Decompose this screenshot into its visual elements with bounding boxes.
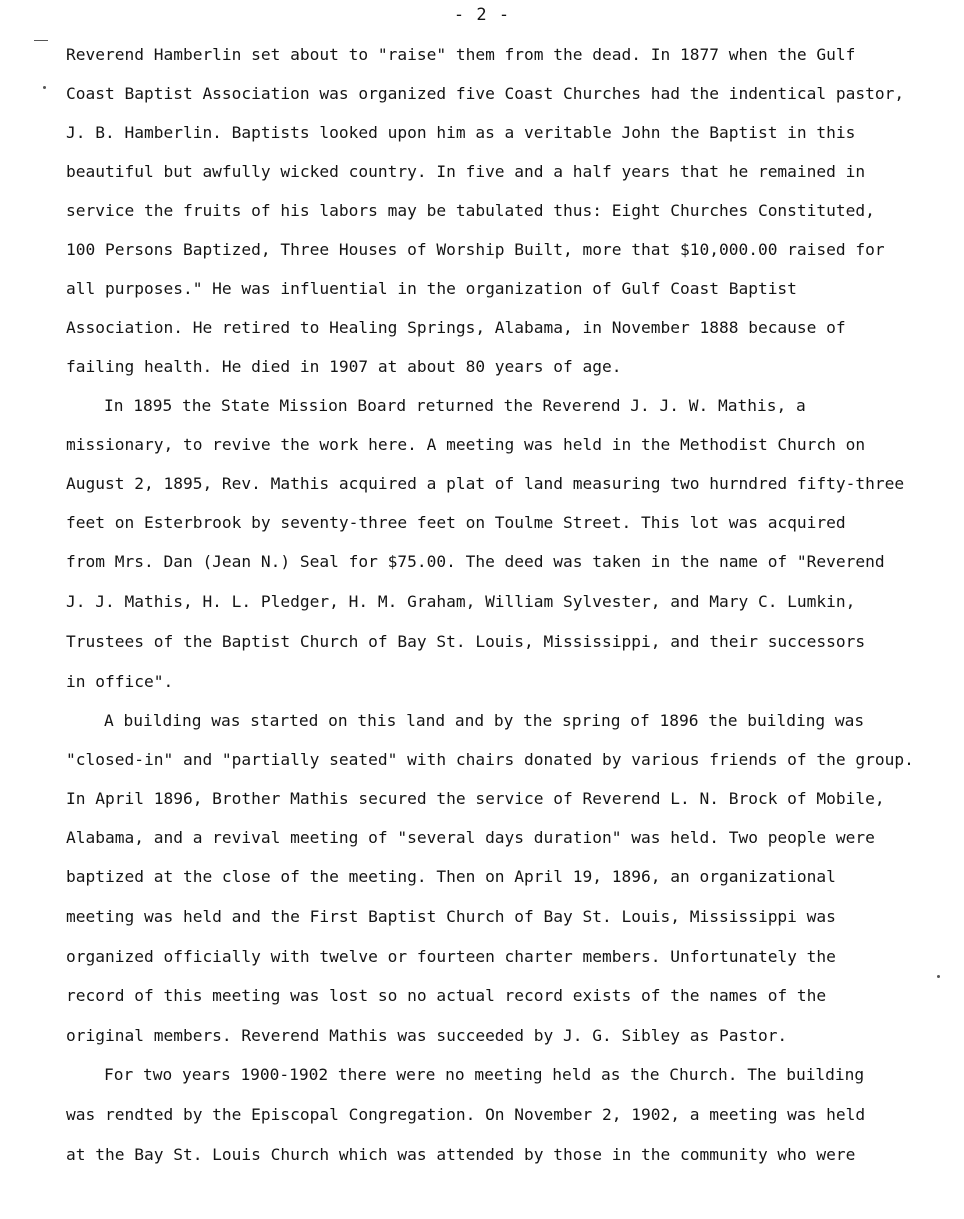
text-line: original members. Reverend Mathis was succeeded by J. G. Sibley as Pastor. [66, 1026, 788, 1045]
scan-speck [937, 975, 940, 978]
text-line: in office". [66, 672, 174, 691]
text-line: at the Bay St. Louis Church which was attended by those in the community who were [66, 1145, 856, 1164]
text-line: J. J. Mathis, H. L. Pledger, H. M. Graham, William Sylvester, and Mary C. Lumkin, [66, 592, 856, 611]
paragraph-first-line: A building was started on this land and by the spring of 1896 the building was [104, 711, 865, 730]
text-line: organized officially with twelve or fourteen charter members. Unfortunately the [66, 947, 836, 966]
text-line: failing health. He died in 1907 at about 80 years of age. [66, 357, 622, 376]
text-line: record of this meeting was lost so no actual record exists of the names of the [66, 986, 827, 1005]
text-line: service the fruits of his labors may be tabulated thus: Eight Churches Constituted, [66, 201, 875, 220]
paragraph-first-line: In 1895 the State Mission Board returned the Reverend J. J. W. Mathis, a [104, 396, 806, 415]
text-line: meeting was held and the First Baptist Church of Bay St. Louis, Mississippi was [66, 907, 836, 926]
text-line: feet on Esterbrook by seventy-three feet on Toulme Street. This lot was acquired [66, 513, 846, 532]
scan-mark [34, 40, 48, 41]
text-line: J. B. Hamberlin. Baptists looked upon him as a veritable John the Baptist in this [66, 123, 856, 142]
text-line: 100 Persons Baptized, Three Houses of Worship Built, more that $10,000.00 raised for [66, 240, 885, 259]
text-line: baptized at the close of the meeting. Then on April 19, 1896, an organizational [66, 867, 836, 886]
text-line: from Mrs. Dan (Jean N.) Seal for $75.00. The deed was taken in the name of "Reverend [66, 552, 885, 571]
paragraph-first-line: For two years 1900-1902 there were no meeting held as the Church. The building [104, 1065, 865, 1084]
text-line: was rendted by the Episcopal Congregation. On November 2, 1902, a meeting was held [66, 1105, 866, 1124]
page-number: - 2 - [453, 5, 511, 25]
text-line: beautiful but awfully wicked country. In five and a half years that he remained in [66, 162, 866, 181]
text-line: Trustees of the Baptist Church of Bay St. Louis, Mississippi, and their successors [66, 632, 866, 651]
text-line: August 2, 1895, Rev. Mathis acquired a plat of land measuring two hurndred fifty-three [66, 474, 905, 493]
text-line: all purposes." He was influential in the organization of Gulf Coast Baptist [66, 279, 797, 298]
text-line: "closed-in" and "partially seated" with chairs donated by various friends of the group. [66, 750, 914, 769]
text-line: Alabama, and a revival meeting of "several days duration" was held. Two people were [66, 828, 875, 847]
scan-speck [43, 86, 46, 89]
text-line: missionary, to revive the work here. A meeting was held in the Methodist Church on [66, 435, 866, 454]
text-line: In April 1896, Brother Mathis secured the service of Reverend L. N. Brock of Mobile, [66, 789, 885, 808]
text-line: Association. He retired to Healing Springs, Alabama, in November 1888 because of [66, 318, 846, 337]
text-line: Reverend Hamberlin set about to "raise" them from the dead. In 1877 when the Gulf [66, 45, 856, 64]
text-line: Coast Baptist Association was organized five Coast Churches had the indentical pastor, [66, 84, 905, 103]
